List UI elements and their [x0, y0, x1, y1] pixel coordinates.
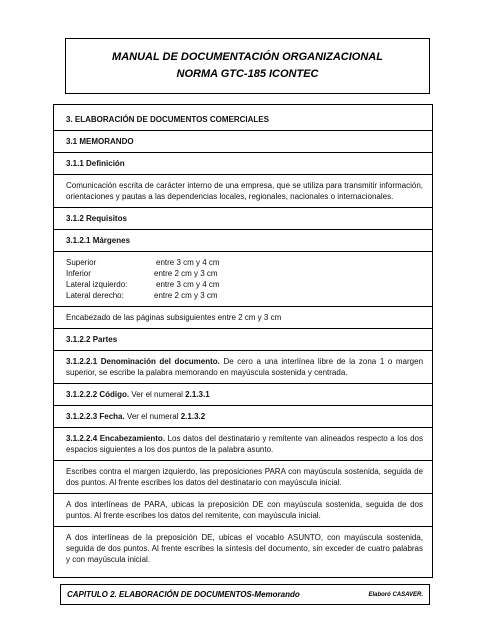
margins-list — [66, 257, 423, 301]
divider — [54, 328, 432, 329]
margin-row — [66, 279, 423, 290]
paragraph-heading: 3.1.2.2.1 Denominación del documento. — [66, 357, 220, 366]
divider — [54, 207, 432, 208]
paragraph-asunto: A dos interlíneas de la preposición DE, ubicas el vocablo ASUNTO, con mayúscula sostenida, seguida de dos puntos. Al frente escribes la síntesis del documento, sin exceder de cuatro palabras y con mayúscula inicial. — [66, 533, 423, 564]
footer-chapter: CAPITULO 2. ELABORACIÓN DE DOCUMENTOS-Memorando — [67, 590, 300, 599]
divider — [54, 152, 432, 153]
margin-label: Superior — [66, 258, 97, 267]
margin-label: Lateral izquierdo: — [66, 280, 128, 289]
margin-row — [66, 268, 423, 279]
divider — [54, 306, 432, 307]
heading-3-1-2-1: 3.1.2.1 Márgenes — [66, 236, 131, 245]
paragraph-codigo — [66, 389, 423, 400]
paragraph-encabezamiento — [66, 433, 423, 455]
divider — [54, 251, 432, 252]
paragraph-fecha — [66, 411, 423, 422]
document-footer — [60, 584, 430, 605]
header-title-line2: NORMA GTC-185 ICONTEC — [176, 68, 319, 80]
margin-label: Lateral derecho: — [66, 291, 124, 300]
divider — [54, 174, 432, 175]
divider — [54, 526, 432, 527]
encabezado-note: Encabezado de las páginas subsiguientes entre 2 cm y 3 cm — [66, 313, 282, 322]
divider — [54, 130, 432, 131]
paragraph-reference: 2.1.3.2 — [180, 412, 206, 421]
definition-paragraph: Comunicación escrita de carácter interno de una empresa, que se utiliza para transmitir información, orientaciones y pautas a las dependencias locales, regionales, nacionales o internacionales. — [66, 181, 423, 201]
document-header — [65, 38, 430, 94]
divider — [54, 427, 432, 428]
paragraph-heading: 3.1.2.2.4 Encabezamiento. — [66, 434, 166, 443]
heading-3-1-2-2: 3.1.2.2 Partes — [66, 335, 118, 344]
paragraph-text: Ver el numeral — [124, 412, 181, 421]
margin-value: entre 3 cm y 4 cm — [156, 280, 220, 289]
heading-3-1-1: 3.1.1 Definición — [66, 159, 125, 168]
margin-value: entre 2 cm y 3 cm — [154, 269, 218, 278]
margin-value: entre 3 cm y 4 cm — [156, 258, 220, 267]
divider — [54, 405, 432, 406]
document-body — [53, 104, 433, 578]
margin-value: entre 2 cm y 3 cm — [154, 291, 218, 300]
paragraph-heading: 3.1.2.2.3 Fecha. — [66, 412, 125, 421]
heading-3-1-2: 3.1.2 Requisitos — [66, 214, 127, 223]
divider — [54, 350, 432, 351]
paragraph-text: Ver el numeral — [129, 390, 186, 399]
paragraph-para: Escribes contra el margen izquierdo, las preposiciones PARA con mayúscula sostenida, seguida de dos puntos. Al frente escribes los datos del destinatario con mayúscula inicial. — [66, 467, 423, 487]
footer-author: Elaboró CASAVER. — [368, 591, 423, 598]
section-title: 3. ELABORACIÓN DE DOCUMENTOS COMERCIALES — [66, 115, 269, 124]
margin-row — [66, 257, 423, 268]
paragraph-text: Los datos del destinatario y remitente van alineados respecto a los dos espacios siguientes a los dos puntos de la palabra asunto. — [66, 434, 423, 454]
header-title-line1: MANUAL DE DOCUMENTACIÓN ORGANIZACIONAL — [112, 51, 383, 63]
divider — [54, 460, 432, 461]
paragraph-reference: 2.1.3.1 — [185, 390, 210, 399]
paragraph-heading: 3.1.2.2.2 Código. — [66, 390, 130, 399]
paragraph-de: A dos interlíneas de PARA, ubicas la preposición DE con mayúscula sostenida, seguida de dos puntos. Al frente escribes los datos del remitente, con mayúscula inicial. — [66, 500, 423, 520]
paragraph-denominacion — [66, 356, 423, 378]
margin-row — [66, 290, 423, 301]
divider — [54, 229, 432, 230]
paragraph-text: De cero a una interlínea libre de la zona 1 o margen superior, se escribe la palabra memorando en mayúscula sostenida y centrada. — [66, 357, 424, 377]
heading-3-1: 3.1 MEMORANDO — [66, 137, 134, 146]
divider — [54, 493, 432, 494]
divider — [54, 383, 432, 384]
margin-label: Inferior — [66, 269, 91, 278]
